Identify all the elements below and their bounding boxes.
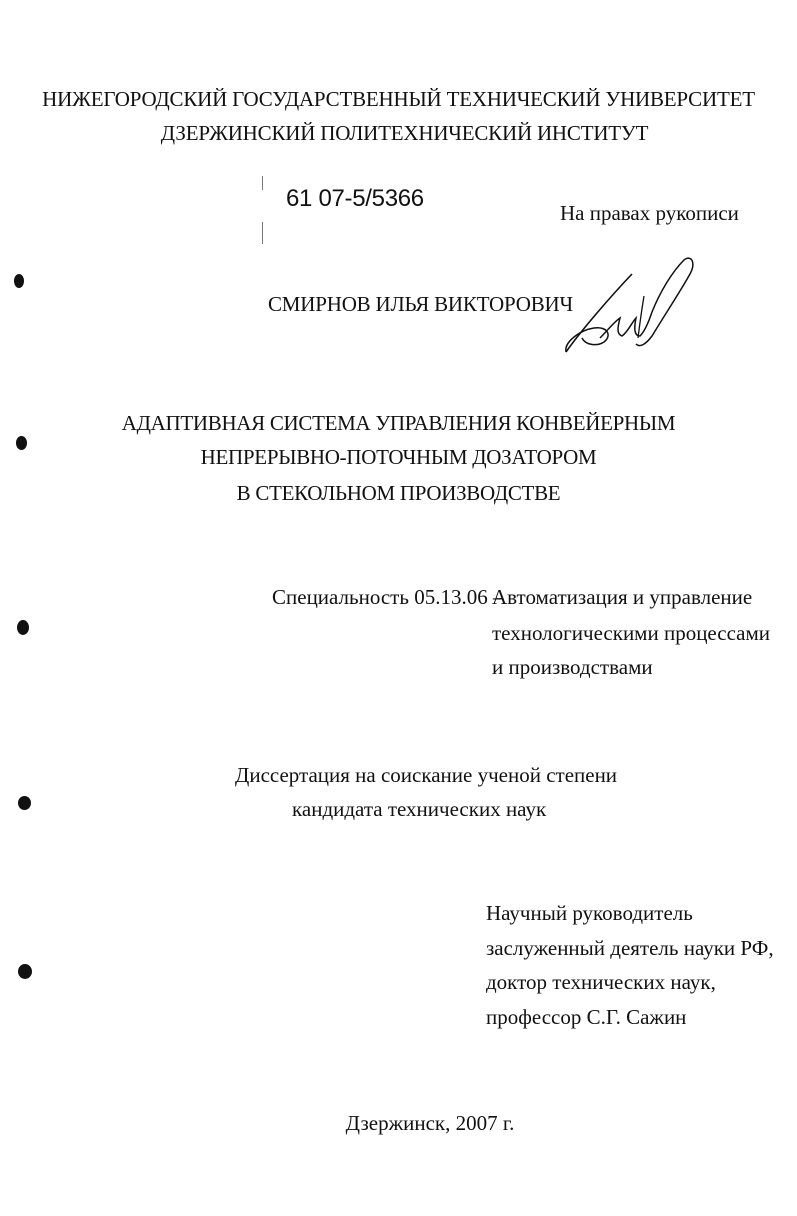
binding-hole-5 bbox=[18, 964, 32, 979]
dissertation-line-1: Диссертация на соискание ученой степени bbox=[235, 763, 618, 787]
registry-stamp-number: 61 07-5/5366 bbox=[286, 185, 424, 212]
author-signature bbox=[560, 252, 700, 362]
author-name: СМИРНОВ ИЛЬЯ ВИКТОРОВИЧ bbox=[268, 292, 573, 316]
specialty-line-2: технологическими процессами bbox=[492, 621, 771, 645]
stamp-mark-bottom bbox=[262, 222, 263, 244]
university-name: НИЖЕГОРОДСКИЙ ГОСУДАРСТВЕННЫЙ ТЕХНИЧЕСКИЙ УНИВЕРСИТЕТ bbox=[42, 87, 755, 111]
title-line-2: НЕПРЕРЫВНО-ПОТОЧНЫМ ДОЗАТОРОМ bbox=[200, 445, 597, 469]
binding-hole-3 bbox=[17, 620, 29, 635]
supervisor-line-4: профессор С.Г. Сажин bbox=[486, 1005, 687, 1029]
city-year: Дзержинск, 2007 г. bbox=[345, 1111, 515, 1135]
institute-name: ДЗЕРЖИНСКИЙ ПОЛИТЕХНИЧЕСКИЙ ИНСТИТУТ bbox=[160, 121, 649, 145]
stamp-mark-top bbox=[262, 176, 263, 190]
binding-hole-1 bbox=[14, 274, 24, 288]
specialty-line-3: и производствами bbox=[492, 655, 653, 679]
specialty-line-1: Автоматизация и управление bbox=[492, 585, 753, 609]
supervisor-line-1: Научный руководитель bbox=[486, 901, 693, 925]
dissertation-line-2: кандидата технических наук bbox=[292, 797, 547, 821]
specialty-label: Специальность 05.13.06 – bbox=[272, 585, 504, 609]
supervisor-line-2: заслуженный деятель науки РФ, bbox=[486, 936, 774, 960]
title-line-1: АДАПТИВНАЯ СИСТЕМА УПРАВЛЕНИЯ КОНВЕЙЕРНЫМ bbox=[121, 411, 676, 435]
rights-note: На правах рукописи bbox=[560, 201, 739, 225]
supervisor-line-3: доктор технических наук, bbox=[486, 970, 716, 994]
binding-hole-4 bbox=[18, 796, 31, 810]
title-line-3: В СТЕКОЛЬНОМ ПРОИЗВОДСТВЕ bbox=[236, 481, 561, 505]
binding-hole-2 bbox=[16, 436, 27, 450]
